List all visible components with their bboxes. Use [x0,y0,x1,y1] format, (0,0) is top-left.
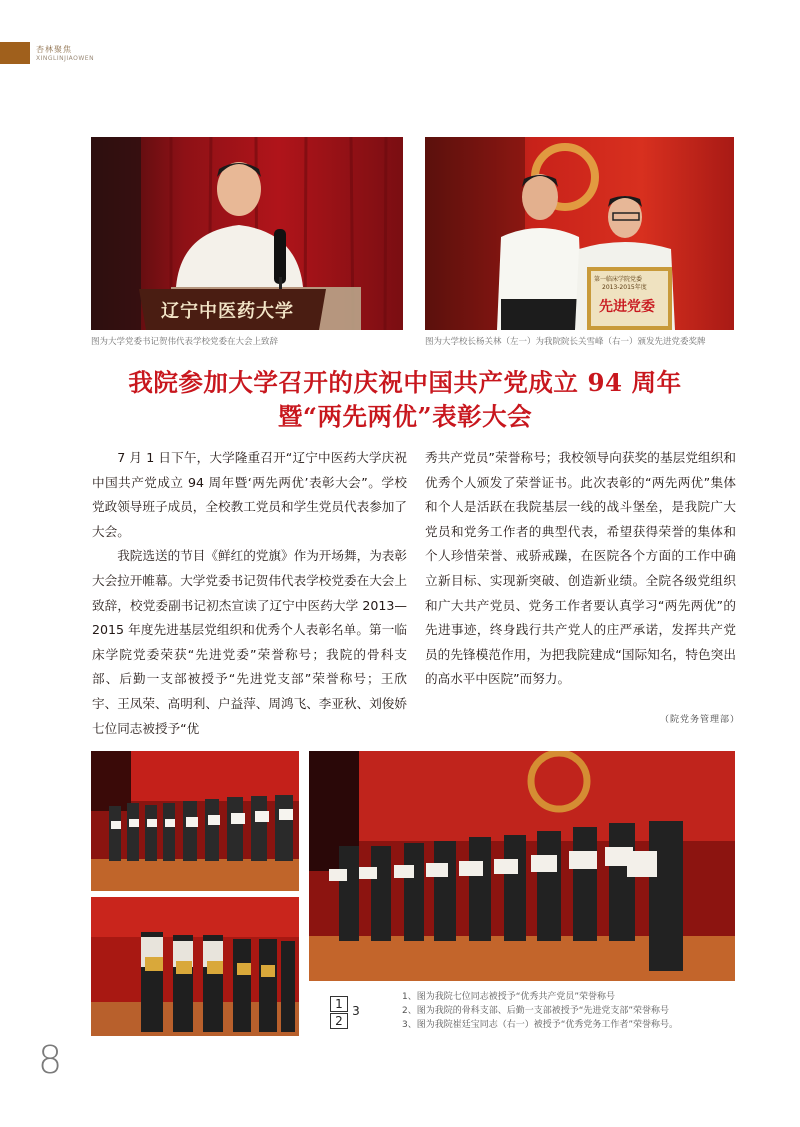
paragraph: 秀共产党员”荣誉称号；我校领导向获奖的基层党组织和优秀个人颁发了荣誉证书。此次表彰的“两先两优”集体和个人是活跃在我院基层一线的战斗堡垒，是我院广大党员和党务工作者的典型代表，希望获得荣誉的集体和个人珍惜荣誉、戒骄戒躁，在医院各个方面的工作中确立新目标、实现新突破、创造新业绩。全院各级党组织和广大共产党员、党务工作者要认真学习“两先两优”的先进事迹，终身践行共产党人的庄严承诺，发挥共产党员的先锋模范作用，为把我院建成“国际知名，特色突出的高水平中医院”而努力。 [425,450,736,687]
plaque-main: 先进党委 [599,299,655,315]
photo-branch-awards [91,897,299,1036]
paragraph: 7 月 1 日下午，大学隆重召开“辽宁中医药大学庆祝中国共产党成立 94 周年暨‘两先两优’表彰大会”。学校党政领导班子成员，全校教工党员和学生党员代表参加了大会。 [92,450,407,539]
article-title-line1: 我院参加大学召开的庆祝中国共产党成立 94 周年 [128,368,682,397]
figure-key-1: 1 [330,996,348,1012]
article-title-line2: 暨“两先两优”表彰大会 [277,402,533,431]
photo-speaker-at-podium [91,137,403,330]
section-header-cn: 杏林聚焦 [36,45,72,54]
photo-seven-members [91,751,299,891]
section-header-en: XINGLINJIAOWEN [36,55,95,62]
section-header-bar [0,42,30,64]
plaque-line1: 第一临床学院党委 [594,276,643,283]
photo-party-workers [309,751,735,981]
article-left-column [92,446,407,741]
photo-plaque-presentation [425,137,734,330]
figure-key-3: 3 [352,1004,360,1018]
article-right-column [425,446,736,692]
figure-caption-1: 1、图为我院七位同志被授予“优秀共产党员”荣誉称号 [402,992,616,1002]
podium-text: 辽宁中医药大学 [161,301,294,322]
figure-caption-3: 3、图为我院崔廷宝同志（右一）被授予“优秀党务工作者”荣誉称号。 [402,1019,679,1030]
plaque-line2: 2013-2015年度 [602,284,647,291]
page-number: 8 [38,1038,63,1082]
paragraph: 我院选送的节目《鲜红的党旗》作为开场舞，为表彰大会拉开帷幕。大学党委书记贺伟代表学校党委在大会上致辞，校党委副书记初杰宣读了辽宁中医药大学 2013—2015 年度先进基层党组织和优秀个人表彰名单。第一临床学院党委荣获“先进党委”荣誉称号；我院的骨科支部、后勤一支部被授予“先进党支部”荣誉称号；王欣宇、王凤荣、高明利、户益萍、周鸿飞、李亚秋、刘俊娇七位同志被授予“优 [92,548,407,736]
figure-caption-2: 2、图为我院的骨科支部、后勤一支部被授予“先进党支部”荣誉称号 [402,1005,670,1016]
photo2-caption: 图为大学校长杨关林（左一）为我院院长关雪峰（右一）颁发先进党委奖牌 [425,337,706,347]
figure-key-2: 2 [330,1013,348,1029]
article-signature: （院党务管理部） [660,715,741,725]
photo1-caption: 图为大学党委书记贺伟代表学校党委在大会上致辞 [91,337,279,347]
figure-captions [402,991,678,1032]
